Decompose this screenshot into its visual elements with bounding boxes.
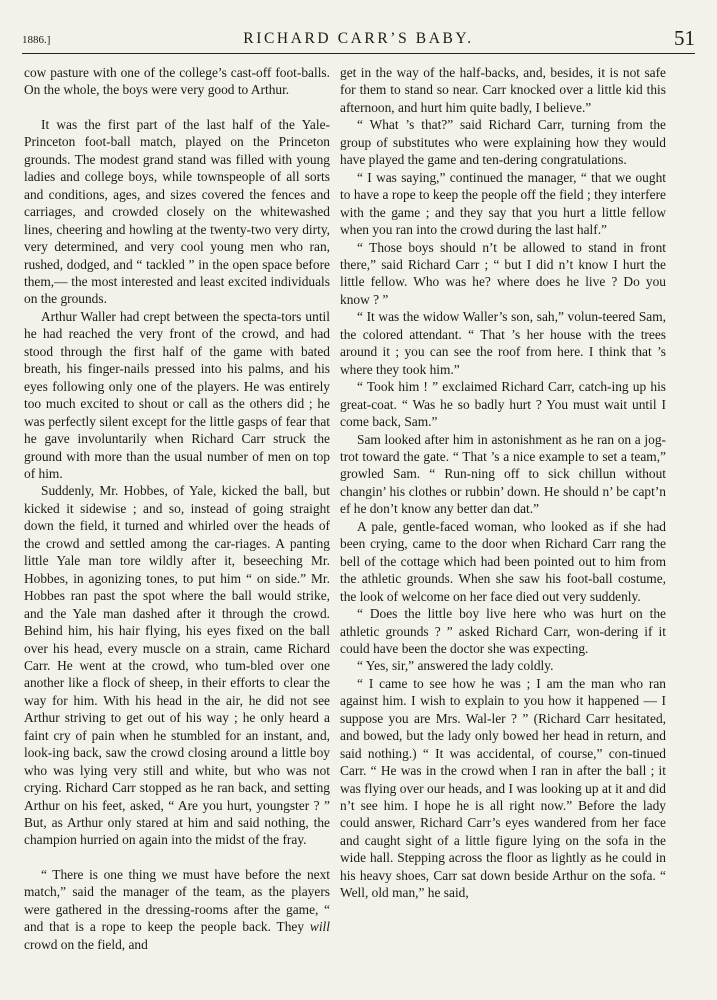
- paragraph: “ I came to see how he was ; I am the man who ran against him. I wish to explain to you how it happened — I suppose you are Mrs. Wal-ler ? ” (Richard Carr hesitated, and bowed, but the lady only bowed her head in return, and said nothing.) “ It was accidental, of course,” con-tinued Carr. “ He was in the crowd when I ran in after the ball ; it was flying over our heads, and I was looking up at it and did n’t see him. I hope he is all right now.” Before the lady could answer, Richard Carr’s eyes wandered from her face and caught sight of a little figure lying on the sofa in the wide hall. Stepping across the floor as lightly as he could in his heavy shoes, Carr sat down beside Arthur on the sofa. “ Well, old man,” he said,: [340, 675, 666, 901]
- paragraph: “ I was saying,” continued the manager, “ that we ought to have a rope to keep the people off the field ; they interfere with the game ; and they say that you hurt a little fellow when you ran into the crowd during the last half.”: [340, 169, 666, 238]
- paragraph-tail: crowd on the field, and: [24, 936, 148, 952]
- issue-date: 1886.]: [22, 34, 51, 46]
- left-column: [24, 64, 330, 953]
- paragraph: “ Took him ! ” exclaimed Richard Carr, catch-ing up his great-coat. “ Was he so badly hurt ? You must wait until I come back, Sam.”: [340, 379, 666, 430]
- paragraph: Sam looked after him in astonishment as he ran on a jog-trot toward the gate. “ That ’s a nice example to set a team,” growled Sam. “ Run-ning off to sick chillun without changin’ his clothes or rubbin’ down. He should n’ be capt’n ef he don’t know any better dan dat.”: [340, 431, 666, 517]
- paragraph: A pale, gentle-faced woman, who looked as if she had been crying, came to the door when Richard Carr rang the bell of the cottage which had been pointed out to him from the athletic grounds. When she saw his foot-ball costume, the look of welcome on her face died out very suddenly.: [340, 518, 666, 604]
- paragraph: Arthur Waller had crept between the specta-tors until he had reached the very front of the crowd, and had stood through the first half of the game with bated breath, his finger-nails pressed into his palms, and his eyes following only one of the players. He was entirely too much excited to shout or call as the others did ; he was perfectly silent except for the little gasps of fear that he gave involuntarily when Richard Carr struck the ground with more than the usual number of men on top of him.: [24, 308, 330, 481]
- running-title: RICHARD CARR’S BABY.: [243, 30, 474, 47]
- paragraph: “ What ’s that?” said Richard Carr, turning from the group of substitutes who were explaining how they would have played the game and ten-dering congratulations.: [340, 117, 666, 168]
- paragraph: “ It was the widow Waller’s son, sah,” volun-teered Sam, the colored attendant. “ That ’s her house with the trees around it ; you can see the roof from here. I think that ’s where they took him.”: [340, 309, 666, 377]
- running-header: [22, 26, 695, 52]
- paragraph-text: “ There is one thing we must have before the next match,” said the manager of the team, as the players were gathered in the dressing-rooms after the game, “ and that is a rope to keep the people back. They: [24, 866, 330, 935]
- section-break: [24, 99, 330, 116]
- paragraph: “ Those boys should n’t be allowed to stand in front there,” said Richard Carr ; “ but I did n’t know I hurt the little fellow. Who was he? where does he live ? Do you know ? ”: [340, 239, 666, 307]
- italic-word: will: [309, 919, 330, 935]
- paragraph: cow pasture with one of the college’s cast-off foot-balls. On the whole, the boys were very good to Arthur.: [24, 65, 330, 98]
- paragraph: It was the first part of the last half of the Yale-Princeton foot-ball match, played on the Princeton grounds. The modest grand stand was filled with young ladies and college boys, while townspeople of all sorts and conditions, ages, and sizes covered the fences and carriages, and crowded closely on the whitewashed lines, cheering and howling at the twenty-two very dirty, very determined, and very cool young men who ran, rushed, dodged, and “ tackled ” in the open space before them,— the most interested and least excited individuals on the grounds.: [24, 116, 330, 307]
- header-rule: [22, 53, 695, 54]
- paragraph: get in the way of the half-backs, and, besides, it is not safe for them to stand so near. Carr knocked over a little kid this afternoon, and hurt him quite badly, I believe.”: [340, 65, 666, 115]
- paragraph: “ Yes, sir,” answered the lady coldly.: [357, 658, 554, 674]
- right-column: [340, 64, 666, 902]
- section-break: [24, 849, 330, 866]
- paragraph: “ Does the little boy live here who was hurt on the athletic grounds ? ” asked Richard Carr, won-dering if it could have been the doctor she was expecting.: [340, 606, 666, 656]
- page-number: 51: [674, 26, 695, 50]
- paragraph: Suddenly, Mr. Hobbes, of Yale, kicked the ball, but kicked it sidewise ; and so, instead of going straight down the field, it turned and whirled over the heads of the crowd and settled among the car-riages. A panting little Yale man tore wildly after it, beseeching Mr. Hobbes, in agonizing tones, to put him “ on side.” Mr. Hobbes ran past the spot where the ball would strike, and the Yale man dashed after it through the crowd. Behind him, his hair flying, his eyes fixed on the ball over his head, every muscle on a strain, came Richard Carr. He went at the crowd, who tum-bled over one another like a flock of sheep, in their efforts to clear the way for him. With his head in the air, he did not see Arthur striving to get out of his way ; he only heard a faint cry of pain when he stumbled for an instant, and, look-ing back, saw the crowd closing around a little boy who was lying very still and white, but who was not crying. Richard Carr stopped as he ran back, and setting Arthur on his feet, asked, “ Are you hurt, youngster ? ” But, as Arthur only stared at him and said nothing, the champion hurried on again into the midst of the fray.: [24, 483, 330, 848]
- paragraph: [24, 866, 330, 953]
